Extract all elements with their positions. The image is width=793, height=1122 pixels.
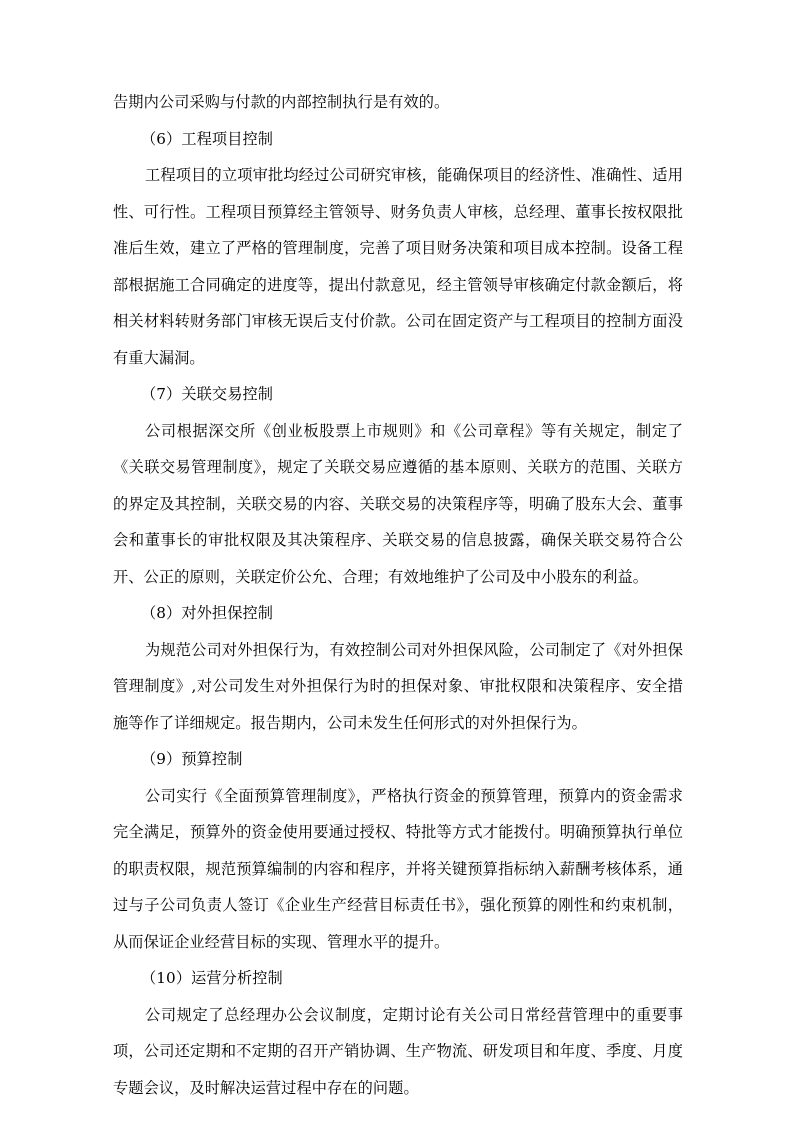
paragraph-9: 公司实行《全面预算管理制度》，严格执行资金的预算管理，预算内的资金需求完全满足，预算外的资金使用要通过授权、特批等方式才能拨付。明确预算执行单位的职责权限，规范预算编制的内容和程序，并将关键预算指标纳入薪酬考核体系，通过与子公司负责人签订《企业生产经营目标责任书》，强化预算的刚性和约束机制，从而保证企业经营目标的实现、管理水平的提升。 bbox=[113, 786, 683, 951]
section-heading-6: （6）工程项目控制 bbox=[141, 129, 274, 148]
paragraph-continuation: 告期内公司采购与付款的内部控制执行是有效的。 bbox=[113, 93, 450, 111]
section-heading-7: （7）关联交易控制 bbox=[141, 385, 274, 403]
section-heading-9: （9）预算控制 bbox=[141, 750, 243, 768]
document-body bbox=[113, 84, 683, 1106]
paragraph-8: 为规范公司对外担保行为，有效控制公司对外担保风险，公司制定了《对外担保管理制度》,对公司发生对外担保行为时的担保对象、审批权限和决策程序、安全措施等作了详细规定。报告期内，公司未发生任何形式的对外担保行为。 bbox=[113, 640, 683, 732]
paragraph-10: 公司规定了总经理办公会议制度，定期讨论有关公司日常经营管理中的重要事项，公司还定期和不定期的召开产销协调、生产物流、研发项目和年度、季度、月度专题会议，及时解决运营过程中存在的问题。 bbox=[113, 1005, 683, 1097]
section-heading-8: （8）对外担保控制 bbox=[141, 604, 274, 622]
paragraph-6: 工程项目的立项审批均经过公司研究审核，能确保项目的经济性、准确性、适用性、可行性。工程项目预算经主管领导、财务负责人审核，总经理、董事长按权限批准后生效，建立了严格的管理制度，完善了项目财务决策和项目成本控制。设备工程部根据施工合同确定的进度等，提出付款意见，经主管领导审核确定付款金额后，将相关材料转财务部门审核无误后支付价款。公司在固定资产与工程项目的控制方面没有重大漏洞。 bbox=[113, 166, 683, 367]
paragraph-7: 公司根据深交所《创业板股票上市规则》和《公司章程》等有关规定，制定了《关联交易管理制度》，规定了关联交易应遵循的基本原则、关联方的范围、关联方的界定及其控制，关联交易的内容、关联交易的决策程序等，明确了股东大会、董事会和董事长的审批权限及其决策程序、关联交易的信息披露，确保关联交易符合公开、公正的原则，关联定价公允、合理；有效地维护了公司及中小股东的利益。 bbox=[113, 421, 683, 586]
section-heading-10: （10）运营分析控制 bbox=[141, 969, 283, 987]
